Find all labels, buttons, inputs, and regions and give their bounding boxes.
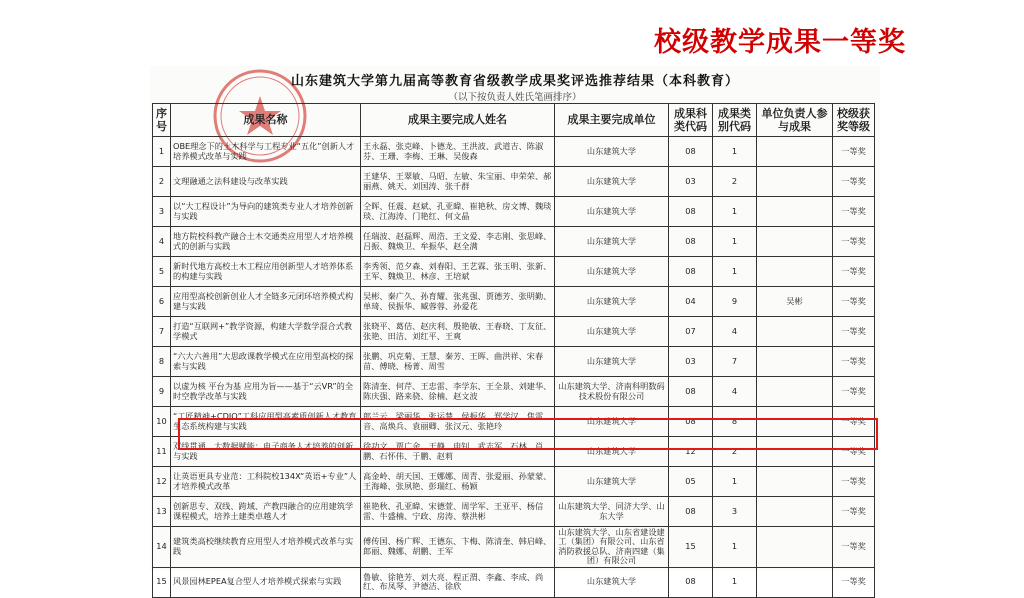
row-subject-code: 03: [669, 347, 713, 377]
slide-title: 校级教学成果一等奖: [654, 27, 906, 58]
row-category-code: 1: [713, 137, 757, 167]
row-category-code: 1: [713, 197, 757, 227]
table-row: [153, 257, 875, 287]
row-unit: 山东建筑大学、济南科明数码技术股份有限公司: [555, 377, 669, 407]
row-category-code: 9: [713, 287, 757, 317]
row-subject-code: 08: [669, 497, 713, 527]
row-people: 王建华、王翠敏、马昭、左敏、朱宝丽、申荣荣、郝丽燕、姚天、刘国涛、张千群: [361, 167, 555, 197]
row-name: 地方院校科教产融合土木交通类应用型人才培养模式的创新与实践: [171, 227, 361, 257]
row-index: 12: [153, 467, 171, 497]
row-people: 吴彬、秦广久、孙育耀、张兆强、贾德芳、张明勤、单琦、侯振华、臧蓉蓉、孙爱花: [361, 287, 555, 317]
row-name: 让英语更具专业范：工科院校134X“英语+专业”人才培养模式改革: [171, 467, 361, 497]
row-unit: 山东建筑大学: [555, 257, 669, 287]
row-level: 一等奖: [833, 167, 875, 197]
row-people: 徐功文、贾广余、王静、申钊、武志军、石林、肖鹏、石怀伟、于鹏、赵莉: [361, 437, 555, 467]
row-people: 张晓平、葛佶、赵庆利、殷艳敏、王春晓、丁友征、张艳、田洁、刘红平、王爽: [361, 317, 555, 347]
row-unit-leader: [757, 257, 833, 287]
row-subject-code: 08: [669, 227, 713, 257]
header-subject-code: 成果科类代码: [669, 104, 713, 137]
header-name: 成果名称: [171, 104, 361, 137]
scanned-document: [150, 66, 880, 592]
row-unit: 山东建筑大学: [555, 197, 669, 227]
document-subtitle: （以下按负责人姓氏笔画排序）: [448, 92, 582, 103]
row-index: 4: [153, 227, 171, 257]
row-subject-code: 08: [669, 197, 713, 227]
row-name: 建筑类高校继续教育应用型人才培养模式改革与实践: [171, 527, 361, 568]
row-unit-leader: [757, 137, 833, 167]
row-unit-leader: [757, 167, 833, 197]
row-index: 6: [153, 287, 171, 317]
row-level: 一等奖: [833, 567, 875, 597]
row-name: 风景园林EPEA复合型人才培养模式探索与实践: [171, 567, 361, 597]
row-index: 9: [153, 377, 171, 407]
row-people: 郎兰云、梁丽华、张运楚、侯振华、郑学汉、焦雷音、高焕兵、袁丽卿、张汉元、张艳玲: [361, 407, 555, 437]
table-row: [153, 197, 875, 227]
row-unit-leader: [757, 407, 833, 437]
row-category-code: 8: [713, 407, 757, 437]
row-index: 14: [153, 527, 171, 568]
header-level: 校级获奖等级: [833, 104, 875, 137]
row-people: 仝晖、任震、赵斌、孔亚暐、崔艳秋、房文博、魏琰琰、江海涛、门艳红、何文晶: [361, 197, 555, 227]
header-category-code: 成果类别代码: [713, 104, 757, 137]
row-unit-leader: 吴彬: [757, 287, 833, 317]
header-unit-leader: 单位负责人参与成果: [757, 104, 833, 137]
row-unit: 山东建筑大学: [555, 227, 669, 257]
results-table: [152, 103, 875, 598]
row-level: 一等奖: [833, 527, 875, 568]
row-level: 一等奖: [833, 347, 875, 377]
row-category-code: 7: [713, 347, 757, 377]
row-unit: 山东建筑大学: [555, 347, 669, 377]
row-people: 傅传国、杨广辉、王德东、卞梅、陈清奎、韩启峰、郎丽、魏娜、胡鹏、王军: [361, 527, 555, 568]
row-category-code: 2: [713, 167, 757, 197]
row-name: OBE理念下的土木科学与工程专业“五化”创新人才培养模式改革与实践: [171, 137, 361, 167]
row-people: 鲁敏、徐艳芳、刘大亮、程正渭、李鑫、李成、尚红、布凤琴、尹德洁、徐欣: [361, 567, 555, 597]
row-subject-code: 08: [669, 257, 713, 287]
row-level: 一等奖: [833, 227, 875, 257]
row-level: 一等奖: [833, 497, 875, 527]
row-level: 一等奖: [833, 467, 875, 497]
row-subject-code: 08: [669, 137, 713, 167]
row-subject-code: 04: [669, 287, 713, 317]
row-unit: 山东建筑大学: [555, 317, 669, 347]
row-level: 一等奖: [833, 257, 875, 287]
row-name: 应用型高校创新创业人才全链多元闭环培养模式构建与实践: [171, 287, 361, 317]
header-unit: 成果主要完成单位: [555, 104, 669, 137]
row-people: 王永磊、张克峰、卜德龙、王洪波、武道吉、陈淑芬、王珊、李梅、王琳、吴俊森: [361, 137, 555, 167]
row-name: “六大六善用”大思政课教学模式在应用型高校的探索与实践: [171, 347, 361, 377]
row-people: 张鹏、巩克菊、王慧、秦芳、王晖、曲洪祥、宋春苗、傅晓、杨菁、周雪: [361, 347, 555, 377]
table-row: [153, 137, 875, 167]
row-index: 5: [153, 257, 171, 287]
row-index: 10: [153, 407, 171, 437]
row-level: 一等奖: [833, 437, 875, 467]
row-subject-code: 08: [669, 407, 713, 437]
row-name: 以虚为核 平台为基 应用为旨——基于“云VR”的全时空教学改革与实践: [171, 377, 361, 407]
row-index: 8: [153, 347, 171, 377]
row-name: 新时代地方高校土木工程应用创新型人才培养体系的构建与实践: [171, 257, 361, 287]
row-subject-code: 15: [669, 527, 713, 568]
row-people: 崔艳秋、孔亚暐、宋德萱、周学军、王亚平、杨信雷、牛盛楠、宁政、房涛、蔡洪彬: [361, 497, 555, 527]
row-unit-leader: [757, 497, 833, 527]
row-category-code: 2: [713, 437, 757, 467]
table-row: [153, 377, 875, 407]
row-unit: 山东建筑大学: [555, 467, 669, 497]
row-category-code: 1: [713, 567, 757, 597]
row-index: 7: [153, 317, 171, 347]
table-row: [153, 287, 875, 317]
row-category-code: 4: [713, 317, 757, 347]
table-row: [153, 167, 875, 197]
row-subject-code: 05: [669, 467, 713, 497]
row-category-code: 1: [713, 227, 757, 257]
row-unit: 山东建筑大学: [555, 167, 669, 197]
row-level: 一等奖: [833, 377, 875, 407]
row-unit-leader: [757, 437, 833, 467]
row-unit: 山东建筑大学、山东省建设建工（集团）有限公司、山东省消防救援总队、济南四建（集团）有限公司: [555, 527, 669, 568]
row-level: 一等奖: [833, 287, 875, 317]
row-index: 2: [153, 167, 171, 197]
row-unit-leader: [757, 227, 833, 257]
table-row: [153, 497, 875, 527]
row-subject-code: 07: [669, 317, 713, 347]
row-people: 陈清奎、何芹、王忠雷、李学东、王全景、刘建华、陈庆强、路来骁、徐楠、赵文波: [361, 377, 555, 407]
row-subject-code: 03: [669, 167, 713, 197]
row-index: 1: [153, 137, 171, 167]
row-name: “工匠精神+CDIO”工科应用型高素质创新人才教育生态系统构建与实践: [171, 407, 361, 437]
row-category-code: 1: [713, 527, 757, 568]
table-row: [153, 437, 875, 467]
row-name: 以“大工程设计”为导向的建筑类专业人才培养创新与实践: [171, 197, 361, 227]
row-category-code: 1: [713, 467, 757, 497]
row-category-code: 1: [713, 257, 757, 287]
row-unit-leader: [757, 527, 833, 568]
row-unit-leader: [757, 317, 833, 347]
row-unit-leader: [757, 347, 833, 377]
row-unit-leader: [757, 197, 833, 227]
header-index: 序号: [153, 104, 171, 137]
row-index: 15: [153, 567, 171, 597]
row-unit: 山东建筑大学: [555, 567, 669, 597]
row-index: 13: [153, 497, 171, 527]
row-subject-code: 12: [669, 437, 713, 467]
row-index: 3: [153, 197, 171, 227]
row-level: 一等奖: [833, 197, 875, 227]
table-row: [153, 467, 875, 497]
row-level: 一等奖: [833, 137, 875, 167]
row-unit-leader: [757, 567, 833, 597]
row-unit-leader: [757, 467, 833, 497]
row-category-code: 4: [713, 377, 757, 407]
row-people: 李秀领、范夕森、刘春阳、王艺霖、张玉明、张新、王军、魏焕卫、林彦、王培斌: [361, 257, 555, 287]
row-unit: 山东建筑大学: [555, 287, 669, 317]
row-unit: 山东建筑大学、同济大学、山东大学: [555, 497, 669, 527]
row-level: 一等奖: [833, 407, 875, 437]
table-row: [153, 317, 875, 347]
row-level: 一等奖: [833, 317, 875, 347]
row-name: 创新思专、双线、跨域、产教四融合的应用建筑学课程模式，培养土建类卓越人才: [171, 497, 361, 527]
table-header-row: [153, 104, 875, 137]
document-title: 山东建筑大学第九届高等教育省级教学成果奖评选推荐结果（本科教育）: [290, 74, 739, 89]
table-row: [153, 347, 875, 377]
table-row: [153, 567, 875, 597]
row-name: 文理融通之法科建设与改革实践: [171, 167, 361, 197]
row-people: 高金岭、胡天国、王娜娜、周青、张爱丽、孙蒙蒙、王海峰、张夙艳、彭瑞红、杨颖: [361, 467, 555, 497]
table-row: [153, 527, 875, 568]
row-index: 11: [153, 437, 171, 467]
row-name: 打造“互联网+”教学资源，构建大学数学混合式教学模式: [171, 317, 361, 347]
row-people: 任瑞波、赵磊辉、周浩、王文爱、李志刚、张思峰、吕振、魏焕卫、牟振华、赵全满: [361, 227, 555, 257]
row-subject-code: 08: [669, 377, 713, 407]
row-name: 双线贯通、大数据赋能：电子商务人才培养的创新与实践: [171, 437, 361, 467]
header-people: 成果主要完成人姓名: [361, 104, 555, 137]
row-subject-code: 08: [669, 567, 713, 597]
row-unit: 山东建筑大学: [555, 407, 669, 437]
table-row: [153, 227, 875, 257]
row-category-code: 3: [713, 497, 757, 527]
table-row: [153, 407, 875, 437]
row-unit-leader: [757, 377, 833, 407]
row-unit: 山东建筑大学: [555, 437, 669, 467]
row-unit: 山东建筑大学: [555, 137, 669, 167]
